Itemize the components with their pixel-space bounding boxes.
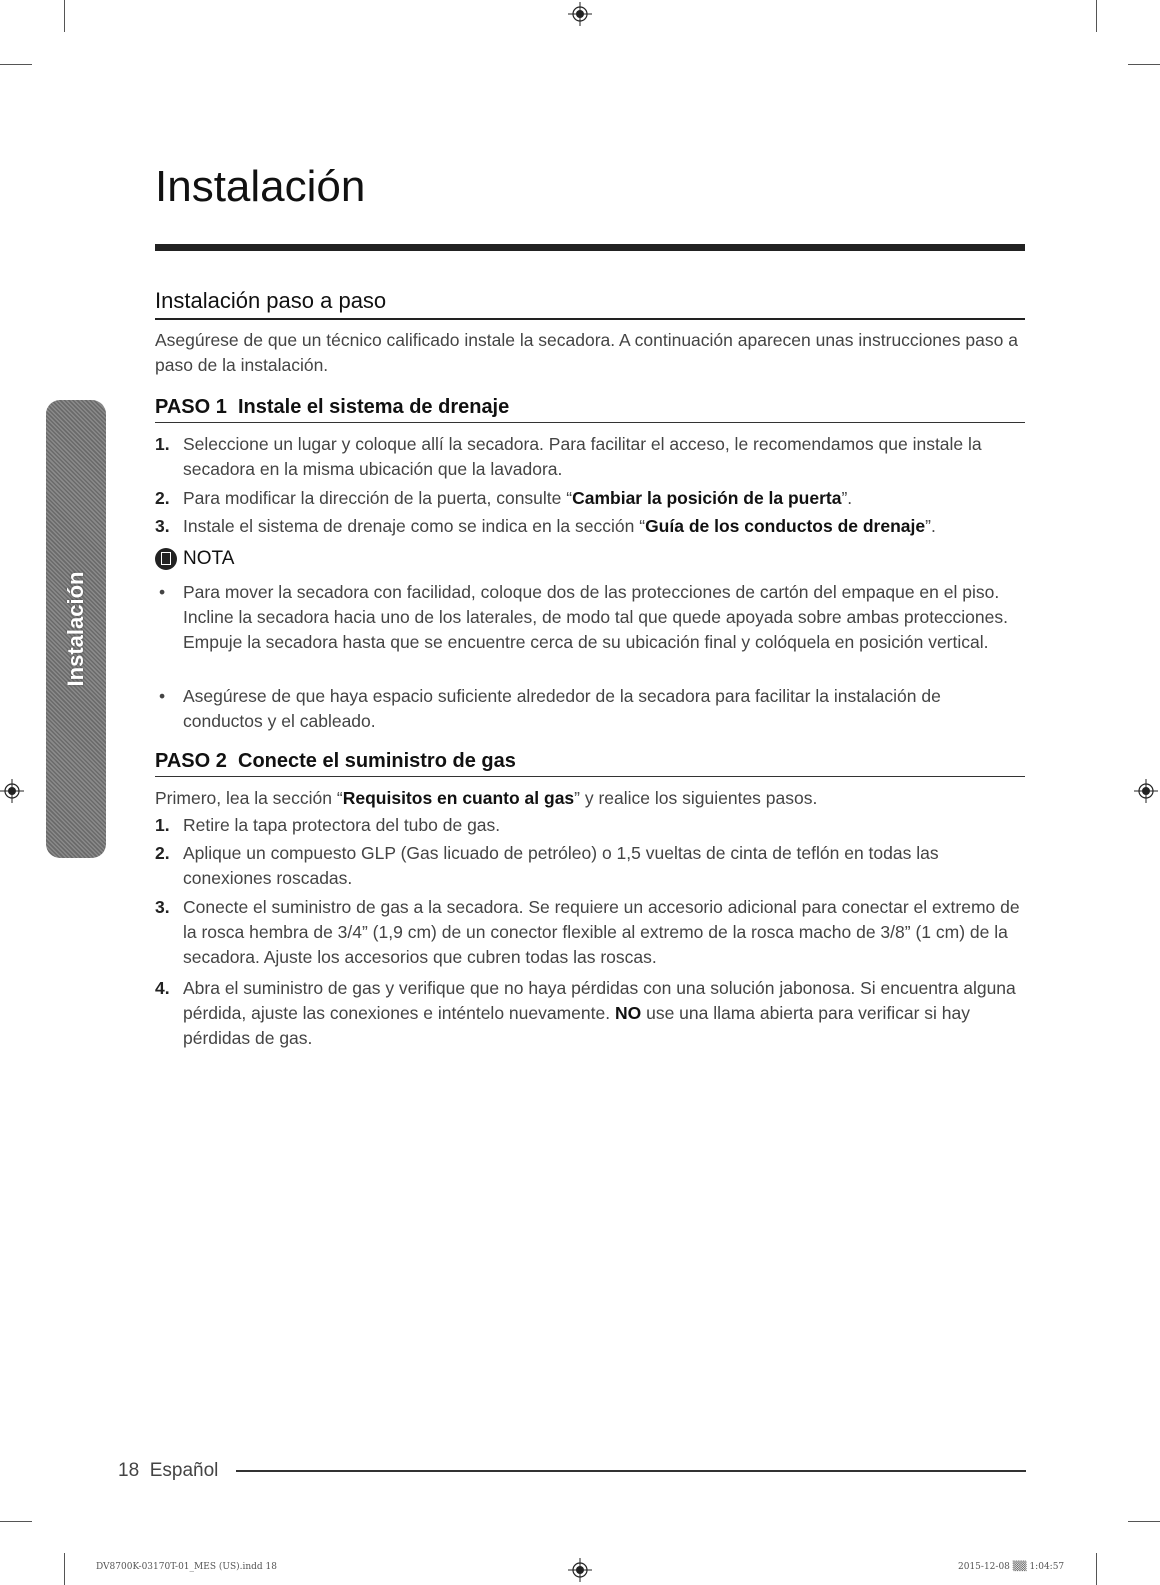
crop-mark <box>64 0 65 32</box>
side-tab-label: Instalación <box>63 571 88 687</box>
warning-emphasis: NO <box>614 1003 642 1023</box>
note-bullet-1: • Para mover la secadora con facilidad, coloque dos de las protecciones de cartón del empaque en el piso. Incline la secadora hacia uno de los laterales, de modo tal que quede apoyada sobre ambas protecciones. Empuje la secadora hasta que se encuentre cerca de su ubicación final y colóquela en posición vertical. <box>159 582 1008 652</box>
title-divider <box>155 244 1025 251</box>
chapter-side-tab <box>46 400 106 858</box>
crop-mark <box>1128 64 1160 65</box>
step2-divider <box>155 776 1025 777</box>
step2-list-item-1: 1. Retire la tapa protectora del tubo de gas. <box>155 815 501 835</box>
step2-title: Conecte el suministro de gas <box>238 750 516 772</box>
step1-list-item-3: 3. Instale el sistema de drenaje como se indica en la sección “Guía de los conductos de drenaje”. <box>155 516 936 536</box>
page-footer <box>118 1460 218 1482</box>
crop-mark <box>0 1521 32 1522</box>
step1-list-item-2: 2. Para modificar la dirección de la puerta, consulte “Cambiar la posición de la puerta”. <box>155 488 853 508</box>
crop-mark <box>1096 0 1097 32</box>
step2-list-item-3: 3. Conecte el suministro de gas a la secadora. Se requiere un accesorio adicional para conectar el extremo de la rosca hembra de 3/4” (1,9 cm) de un conector flexible al extremo de la rosca macho de 3/8” (1 cm) de la secadora. Ajuste los accesorios que cubren todas las roscas. <box>155 897 1020 967</box>
step2-label: PASO 2 <box>155 750 227 772</box>
registration-mark-icon <box>568 1558 592 1582</box>
registration-mark-icon <box>0 779 24 803</box>
footer-divider <box>236 1470 1026 1472</box>
step1-list-item-1: 1. Seleccione un lugar y coloque allí la secadora. Para facilitar el acceso, le recomendamos que instale la secadora en la misma ubicación que la lavadora. <box>155 434 982 479</box>
step2-intro: Primero, lea la sección “Requisitos en cuanto al gas” y realice los siguientes pasos. <box>155 788 818 808</box>
section-divider <box>155 318 1025 320</box>
note-icon <box>155 548 177 570</box>
step1-heading <box>155 396 509 419</box>
section-heading: Instalación paso a paso <box>155 288 387 313</box>
print-slug-timestamp: 2015-12-08 ▒▒ 1:04:57 <box>958 1562 1065 1572</box>
note-label: NOTA <box>183 548 235 569</box>
step1-divider <box>155 422 1025 423</box>
crop-mark <box>1128 1521 1160 1522</box>
page-number: 18 <box>118 1460 140 1481</box>
crop-mark <box>64 1553 65 1585</box>
page-title: Instalación <box>155 162 366 211</box>
cross-reference: Cambiar la posición de la puerta <box>572 488 842 508</box>
step1-label: PASO 1 <box>155 396 227 418</box>
note-bullet-2: • Asegúrese de que haya espacio suficiente alrededor de la secadora para facilitar la instalación de conductos y el cableado. <box>159 686 941 731</box>
cross-reference: Requisitos en cuanto al gas <box>342 788 575 808</box>
step2-list-item-2: 2. Aplique un compuesto GLP (Gas licuado de petróleo) o 1,5 vueltas de cinta de teflón en todas las conexiones roscadas. <box>155 843 939 888</box>
crop-mark <box>1096 1553 1097 1585</box>
section-intro: Asegúrese de que un técnico calificado instale la secadora. A continuación aparecen unas instrucciones paso a paso de la instalación. <box>155 330 1018 375</box>
footer-language: Español <box>149 1460 219 1481</box>
note-heading <box>155 548 234 570</box>
print-slug-file: DV8700K-03170T-01_MES (US).indd 18 <box>96 1562 277 1572</box>
step1-title: Instale el sistema de drenaje <box>238 396 510 418</box>
registration-mark-icon <box>568 2 592 26</box>
registration-mark-icon <box>1134 779 1158 803</box>
step2-list-item-4: 4. Abra el suministro de gas y verifique que no haya pérdidas con una solución jabonosa. Si encuentra alguna pérdida, ajuste las conexiones e inténtelo nuevamente. NO use una llama abierta para verificar si hay pérdidas de gas. <box>155 978 1016 1048</box>
cross-reference: Guía de los conductos de drenaje <box>645 516 926 536</box>
crop-mark <box>0 64 32 65</box>
step2-heading <box>155 750 516 773</box>
